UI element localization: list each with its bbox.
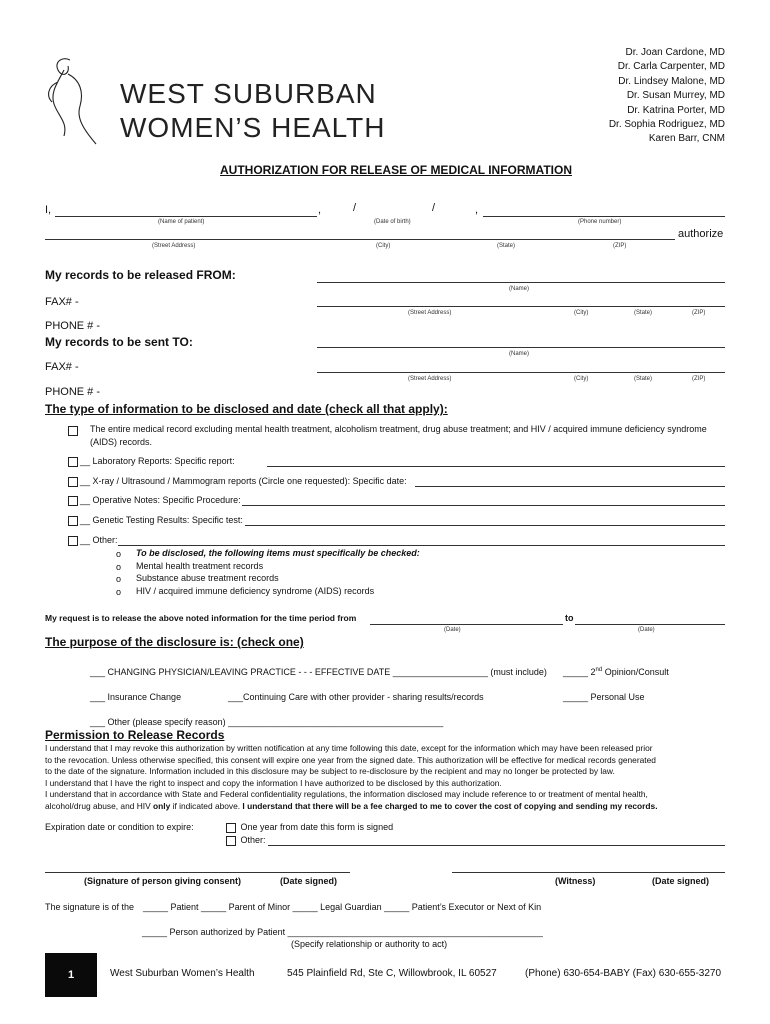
from-address-field[interactable]: [317, 306, 725, 307]
sub-bullet: o: [116, 549, 122, 559]
sub-bullet: o: [116, 574, 122, 584]
other-field[interactable]: [118, 545, 725, 546]
period-to-field[interactable]: [575, 624, 725, 625]
permission-title: Permission to Release Records: [45, 728, 225, 742]
authorize-text: authorize: [678, 228, 724, 240]
form-title: AUTHORIZATION FOR RELEASE OF MEDICAL INFORMATION: [220, 163, 572, 177]
from-fax: FAX# -: [45, 296, 79, 308]
other-label: Other:: [92, 535, 118, 545]
second-opinion-label: Opinion/Consult: [602, 667, 669, 677]
sub-bullet: o: [116, 562, 122, 572]
to-city-label: (City): [574, 376, 589, 382]
doctor-name: Dr. Joan Cardone, MD: [625, 47, 725, 58]
signer-role-prefix: The signature is of the: [45, 902, 135, 912]
sub-item-hiv: HIV / acquired immune deficiency syndrome (AIDS) records: [136, 586, 375, 596]
doctor-name: Dr. Susan Murrey, MD: [626, 90, 725, 102]
witness-label: (Witness): [555, 876, 596, 886]
page-number: 1: [67, 969, 75, 981]
sub-item-mental-health: Mental health treatment records: [136, 561, 264, 571]
to-street-label: (Street Address): [408, 376, 452, 382]
purpose-insurance-change[interactable]: ___ Insurance Change: [90, 692, 182, 702]
operative-label: Operative Notes: Specific Procedure:: [92, 495, 241, 505]
page-number-box: [45, 953, 97, 997]
signature-label: (Signature of person giving consent): [84, 876, 242, 886]
purpose-title: The purpose of the disclosure is: (check one): [45, 635, 304, 649]
from-city-label: (City): [574, 310, 589, 316]
checkbox[interactable]: [68, 536, 78, 546]
to-address-field[interactable]: [317, 372, 725, 373]
permission-paragraph: I understand that I have the right to inspect and copy the information I have authorized to be disclosed by this authorization.: [45, 777, 502, 788]
to-name-label: (Name): [509, 351, 530, 357]
doctor-name: Dr. Lindsey Malone, MD: [618, 75, 725, 87]
sub-item-substance-abuse: Substance abuse treatment records: [136, 573, 279, 583]
purpose-personal-use[interactable]: _____ Personal Use: [563, 692, 645, 702]
to-zip-label: (ZIP): [692, 376, 706, 382]
purpose-continuing-care[interactable]: ___Continuing Care with other provider - sharing results/records: [228, 692, 484, 702]
doctor-name: Dr. Katrina Porter, MD: [627, 104, 725, 116]
xray-option[interactable]: __ X-ray / Ultrasound / Mammogram reports (Circle one requested): Specific date:: [68, 476, 407, 487]
xray-label: X-ray / Ultrasound / Mammogram reports (Circle one requested): Specific date:: [92, 476, 407, 486]
witness-field[interactable]: [452, 872, 725, 873]
footer-address: 545 Plainfield Rd, Ste C, Willowbrook, IL 60527: [287, 968, 497, 979]
checkbox[interactable]: [226, 836, 236, 846]
expiration-other-field[interactable]: [268, 845, 725, 846]
text-span: if indicated above.: [170, 800, 243, 811]
doctor-name: Dr. Sophia Rodriguez, MD: [608, 119, 725, 131]
checkbox[interactable]: [68, 516, 78, 526]
checkbox[interactable]: [68, 426, 78, 436]
to-name-field[interactable]: [317, 347, 725, 348]
period-to-date-label: (Date): [638, 627, 655, 633]
genetic-label: Genetic Testing Results: Specific test:: [92, 515, 243, 525]
patient-prefix: I,: [45, 204, 52, 216]
operative-option[interactable]: __ Operative Notes: Specific Procedure:: [68, 495, 241, 506]
entire-record-option[interactable]: [68, 422, 80, 440]
street-label: (Street Address): [152, 243, 196, 249]
person-authorized[interactable]: _____ Person authorized by Patient ___________________________________________________: [142, 927, 543, 937]
purpose-other[interactable]: ___ Other (please specify reason) ___________________________________________: [90, 717, 444, 727]
phone-label: (Phone number): [578, 219, 622, 225]
logo-text-line1: WEST SUBURBAN: [120, 78, 377, 109]
genetic-field[interactable]: [245, 525, 725, 526]
from-phone: PHONE # -: [45, 320, 101, 332]
to-title: My records to be sent TO:: [45, 335, 193, 349]
permission-paragraph: [45, 801, 658, 813]
period-text: My request is to release the above noted information for the time period from: [45, 613, 357, 623]
to-phone: PHONE # -: [45, 386, 101, 398]
patient-comma: ,: [318, 204, 322, 216]
from-zip-label: (ZIP): [692, 310, 706, 316]
sub-title: To be disclosed, the following items must specifically be checked:: [136, 548, 420, 558]
lab-reports-option[interactable]: __ Laboratory Reports: Specific report:: [68, 456, 235, 467]
permission-body: [45, 743, 658, 813]
period-from-date-label: (Date): [444, 627, 461, 633]
phone-comma: ,: [475, 204, 479, 216]
purpose-changing-physician[interactable]: ___ CHANGING PHYSICIAN/LEAVING PRACTICE - - - EFFECTIVE DATE ___________________ (must include): [90, 667, 547, 677]
signature-field[interactable]: [45, 872, 350, 873]
text-span: I understand that there will be a fee charged to me to cover the cost of copying and sending my records.: [242, 800, 658, 811]
dob-label: (Date of birth): [374, 219, 411, 225]
expiration-one-year-label: One year from date this form is signed: [240, 822, 394, 832]
lab-reports-field[interactable]: [267, 466, 725, 467]
operative-field[interactable]: [242, 505, 725, 506]
info-type-title: The type of information to be disclosed and date (check all that apply):: [45, 402, 448, 416]
period-to: to: [565, 613, 574, 623]
name-of-patient-label: (Name of patient): [158, 219, 205, 225]
permission-paragraph: I understand that in accordance with State and Federal confidentiality regulations, the information disclosed may include reference to or treatment of mental health,: [45, 789, 648, 800]
xray-field[interactable]: [415, 486, 725, 487]
text-span: alcohol/drug abuse, and HIV: [45, 800, 154, 811]
date-signed-label: (Date signed): [280, 876, 338, 886]
dob-slash: /: [353, 202, 357, 214]
second-opinion-sup: nd: [595, 667, 603, 673]
dob-slash: /: [432, 202, 436, 214]
doctor-name: Dr. Carla Carpenter, MD: [617, 61, 725, 73]
to-fax: FAX# -: [45, 361, 79, 373]
doctor-name: Karen Barr, CNM: [648, 133, 725, 145]
permission-paragraph: to the revocation. Unless otherwise specified, this consent will expire one year from the signed date. This authorization will be effective for medical records generated: [45, 754, 656, 765]
expiration-label: Expiration date or condition to expire:: [45, 822, 194, 832]
from-name-label: (Name): [509, 286, 530, 292]
checkbox[interactable]: [68, 496, 78, 506]
expiration-other-label: Other:: [240, 835, 266, 845]
expiration-option-one-year[interactable]: [226, 822, 393, 833]
witness-date-label: (Date signed): [652, 876, 710, 886]
from-title: My records to be released FROM:: [45, 268, 236, 282]
from-street-label: (Street Address): [408, 310, 452, 316]
specify-relationship: (Specify relationship or authority to act): [291, 939, 448, 949]
phone-field[interactable]: [483, 216, 725, 217]
doctor-list: [609, 46, 725, 147]
other-option[interactable]: __ Other:: [68, 535, 118, 546]
text-span: only: [153, 800, 171, 811]
zip-label: (ZIP): [613, 243, 627, 249]
footer-org: West Suburban Women’s Health: [110, 968, 255, 979]
genetic-option[interactable]: __ Genetic Testing Results: Specific test:: [68, 515, 243, 526]
to-state-label: (State): [634, 376, 653, 382]
purpose-second-opinion[interactable]: [563, 667, 669, 677]
city-label: (City): [376, 243, 391, 249]
sub-bullet: o: [116, 587, 122, 597]
checkbox[interactable]: [226, 823, 236, 833]
footer-phone: (Phone) 630-654-BABY (Fax) 630-655-3270: [525, 968, 722, 979]
lab-reports-label: Laboratory Reports: Specific report:: [92, 456, 235, 466]
expiration-option-other[interactable]: [226, 835, 266, 846]
checkbox[interactable]: [68, 457, 78, 467]
from-name-field[interactable]: [317, 282, 725, 283]
entire-record-text-2: (AIDS) records.: [90, 437, 153, 447]
state-label: (State): [497, 243, 516, 249]
entire-record-text-1: The entire medical record excluding mental health treatment, alcoholism treatment, drug abuse treatment; and HIV / acquired immune deficiency syndrome: [90, 424, 707, 434]
period-from-field[interactable]: [370, 624, 563, 625]
patient-name-field[interactable]: [55, 216, 317, 217]
from-state-label: (State): [634, 310, 653, 316]
second-opinion-blank: _____ 2: [563, 667, 596, 677]
patient-address-field[interactable]: [45, 239, 675, 240]
permission-paragraph: to the date of the signature. Information included in this disclosure may be subject to re-disclosure by the recipient and may no longer be protected by law.: [45, 766, 615, 777]
permission-paragraph: I understand that I may revoke this authorization by written notification at any time following this date, except for the information which may have been released prior: [45, 743, 653, 753]
checkbox[interactable]: [68, 477, 78, 487]
logo-text-line2: WOMEN’S HEALTH: [120, 112, 386, 143]
logo-figure: [40, 52, 120, 152]
signer-role-options[interactable]: _____ Patient _____ Parent of Minor _____ Legal Guardian _____ Patient’s Executor or Next of Kin: [143, 902, 542, 912]
